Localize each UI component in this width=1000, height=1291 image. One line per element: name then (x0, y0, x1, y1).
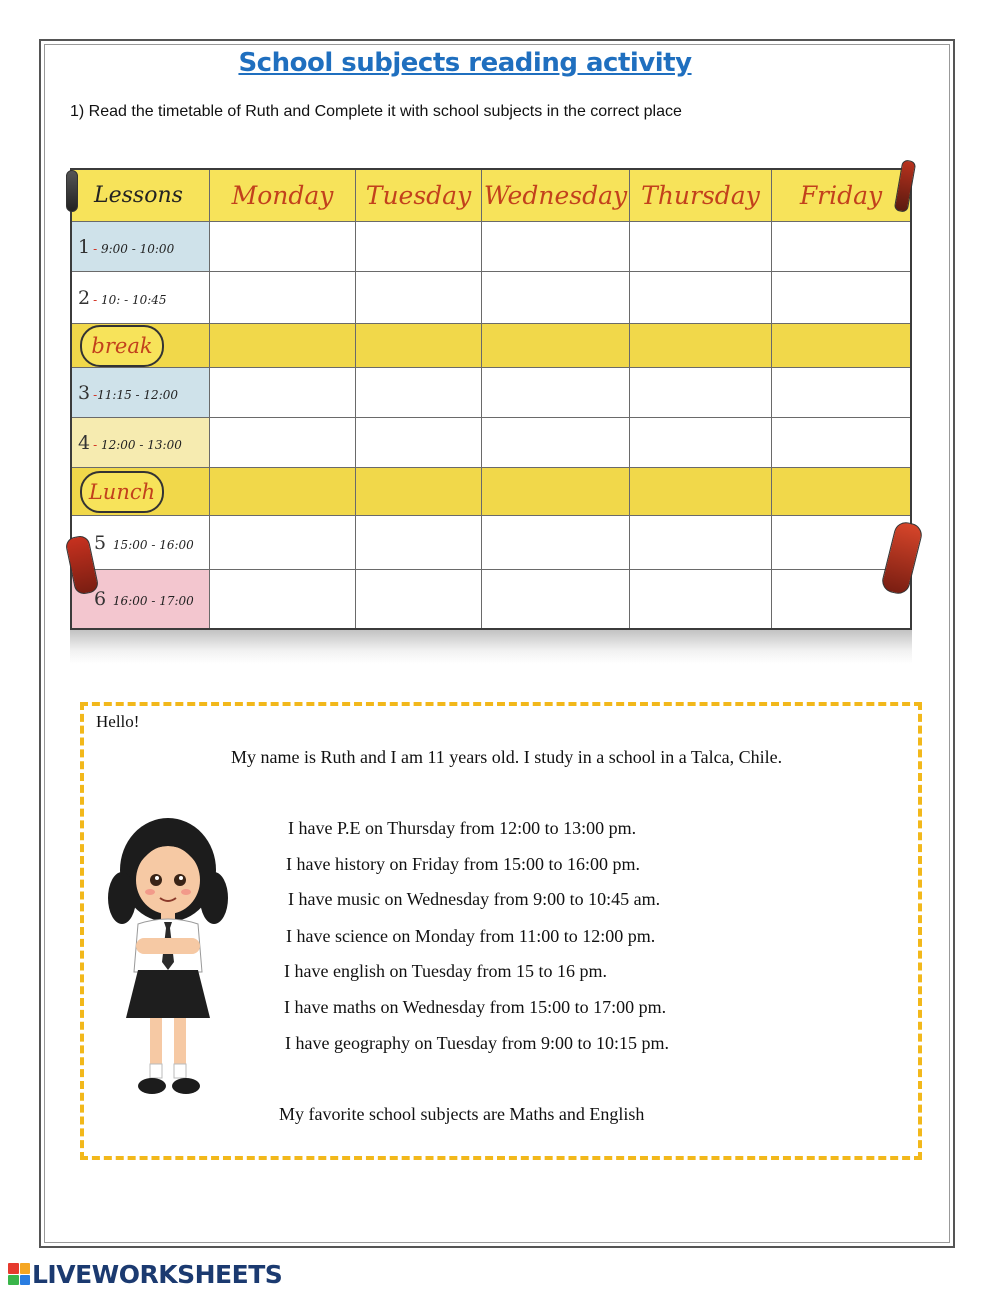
intro-text: My name is Ruth and I am 11 years old. I study in a school in a Talca, Chile. (231, 747, 783, 767)
answer-cell-r2-thursday[interactable] (630, 272, 772, 323)
story-line-4: I have science on Monday from 11:00 to 12:00 pm. (286, 926, 656, 946)
lunch-cell (72, 468, 210, 515)
lunch-label: Lunch (80, 471, 164, 513)
lesson-cell-4 (72, 418, 210, 467)
worksheet-title: School subjects reading activity (238, 48, 692, 78)
answer-cell-r2-friday[interactable] (772, 272, 910, 323)
answer-cell-r4-monday[interactable] (210, 418, 356, 467)
answer-cell-r2-monday[interactable] (210, 272, 356, 323)
story-line-7: I have geography on Tuesday from 9:00 to 10:15 pm. (285, 1033, 669, 1053)
header-day-thursday: Thursday (630, 170, 772, 221)
story-line-5: I have english on Tuesday from 15 to 16 pm. (284, 961, 607, 981)
break-label: break (80, 325, 164, 367)
answer-cell-r3-friday[interactable] (772, 368, 910, 417)
timetable-row-3 (72, 368, 910, 418)
timetable-row-4 (72, 418, 910, 468)
header-day-friday: Friday (799, 181, 883, 210)
lesson-cell-3 (72, 368, 210, 417)
lesson-label-1: 1 - 9:00 - 10:00 (78, 235, 175, 258)
answer-cell-r1-wednesday[interactable] (482, 222, 630, 271)
answer-cell-r4-friday[interactable] (772, 418, 910, 467)
closing-text: My favorite school subjects are Maths and English (279, 1104, 645, 1124)
story-line-6: I have maths on Wednesday from 15:00 to 17:00 pm. (284, 997, 667, 1017)
instruction-text: 1) Read the timetable of Ruth and Complete it with school subjects in the correct place (70, 103, 682, 120)
answer-cell-r2-tuesday[interactable] (356, 272, 482, 323)
timetable-lunch-row (72, 468, 910, 516)
logo-badge-icon (8, 1263, 30, 1285)
answer-cell-r6-monday[interactable] (210, 570, 356, 628)
header-day-monday: Monday (210, 170, 356, 221)
answer-cell-r5-wednesday[interactable] (482, 516, 630, 569)
liveworksheets-logo (8, 1259, 282, 1289)
timetable-shadow (70, 630, 912, 664)
answer-cell-r1-thursday[interactable] (630, 222, 772, 271)
timetable-row-6 (72, 570, 910, 628)
lesson-cell-2 (72, 272, 210, 323)
student-girl-illustration (108, 812, 228, 1108)
timetable-row-1 (72, 222, 910, 272)
answer-cell-r4-thursday[interactable] (630, 418, 772, 467)
lesson-label-6: 6 16:00 - 17:00 (94, 588, 194, 610)
answer-cell-r5-monday[interactable] (210, 516, 356, 569)
answer-cell-r2-wednesday[interactable] (482, 272, 630, 323)
lesson-label-5: 5 15:00 - 16:00 (94, 531, 194, 554)
greeting-text: Hello! (96, 712, 140, 731)
lesson-label-4: 4 - 12:00 - 13:00 (78, 431, 182, 454)
answer-cell-r3-wednesday[interactable] (482, 368, 630, 417)
timetable-row-2 (72, 272, 910, 324)
lesson-label-3: 3 -11:15 - 12:00 (78, 381, 179, 404)
lesson-cell-1 (72, 222, 210, 271)
answer-cell-r6-thursday[interactable] (630, 570, 772, 628)
header-day-tuesday: Tuesday (356, 170, 482, 221)
answer-cell-r3-monday[interactable] (210, 368, 356, 417)
story-line-1: I have P.E on Thursday from 12:00 to 13:00 pm. (288, 818, 637, 838)
answer-cell-r4-wednesday[interactable] (482, 418, 630, 467)
timetable-row-5 (72, 516, 910, 570)
answer-cell-r5-thursday[interactable] (630, 516, 772, 569)
answer-cell-r3-tuesday[interactable] (356, 368, 482, 417)
answer-cell-r5-tuesday[interactable] (356, 516, 482, 569)
answer-cell-r6-wednesday[interactable] (482, 570, 630, 628)
lesson-label-2: 2 - 10: - 10:45 (78, 286, 167, 309)
pencil-icon-top-left (66, 170, 78, 212)
worksheet-title-wrap (0, 48, 1000, 78)
timetable-header-row (72, 170, 910, 222)
story-line-3: I have music on Wednesday from 9:00 to 10:45 am. (288, 889, 661, 909)
story-line-2: I have history on Friday from 15:00 to 16:00 pm. (286, 854, 640, 874)
answer-cell-r1-tuesday[interactable] (356, 222, 482, 271)
logo-text: LIVEWORKSHEETS (32, 1259, 283, 1289)
header-lessons: Lessons (72, 170, 210, 221)
answer-cell-r1-monday[interactable] (210, 222, 356, 271)
break-cell (72, 324, 210, 367)
timetable-break-row (72, 324, 910, 368)
header-day-wednesday: Wednesday (482, 170, 630, 221)
timetable (70, 168, 912, 630)
answer-cell-r1-friday[interactable] (772, 222, 910, 271)
answer-cell-r3-thursday[interactable] (630, 368, 772, 417)
answer-cell-r4-tuesday[interactable] (356, 418, 482, 467)
answer-cell-r6-tuesday[interactable] (356, 570, 482, 628)
